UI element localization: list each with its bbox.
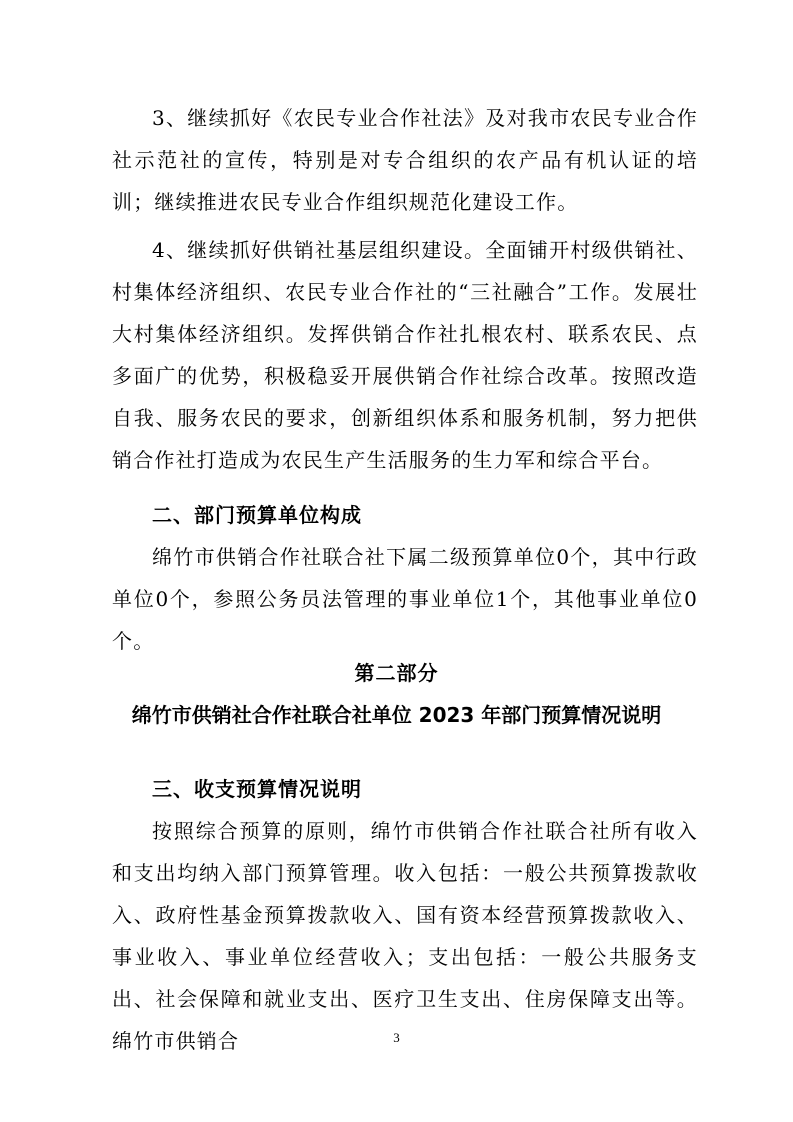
- paragraph-unit-composition: 绵竹市供销合作社联合社下属二级预算单位0个，其中行政单位0个，参照公务员法管理的事业单位1个，其他事业单位0个。: [112, 545, 698, 653]
- part-label: 第二部分: [354, 661, 439, 685]
- section-heading-unit-composition: 二、部门预算单位构成: [152, 503, 362, 527]
- paragraph-item-3: 3、继续抓好《农民专业合作社法》及对我市农民专业合作社示范社的宣传，特别是对专合组织的农产品有机认证的培训；继续推进农民专业合作组织规范化建设工作。: [112, 106, 698, 214]
- document-title: 绵竹市供销社合作社联合社单位 2023 年部门预算情况说明: [131, 703, 662, 727]
- page-number: 3: [393, 1030, 400, 1045]
- paragraph-budget-overview: 按照综合预算的原则，绵竹市供销合作社联合社所有收入和支出均纳入部门预算管理。收入包括：一般公共预算拨款收入、政府性基金预算拨款收入、国有资本经营预算拨款收入、事业收入、事业单位经营收入；支出包括：一般公共服务支出、社会保障和就业支出、医疗卫生支出、住房保障支出等。绵竹市供销合: [112, 819, 698, 1053]
- paragraph-item-4: 4、继续抓好供销社基层组织建设。全面铺开村级供销社、村集体经济组织、农民专业合作社的“三社融合”工作。发展壮大村集体经济组织。发挥供销合作社扎根农村、联系农民、点多面广的优势，积极稳妥开展供销合作社综合改革。按照改造自我、服务农民的要求，创新组织体系和服务机制，努力把供销合作社打造成为农民生产生活服务的生力军和综合平台。: [112, 238, 698, 472]
- section-heading-budget-overview: 三、收支预算情况说明: [152, 777, 362, 801]
